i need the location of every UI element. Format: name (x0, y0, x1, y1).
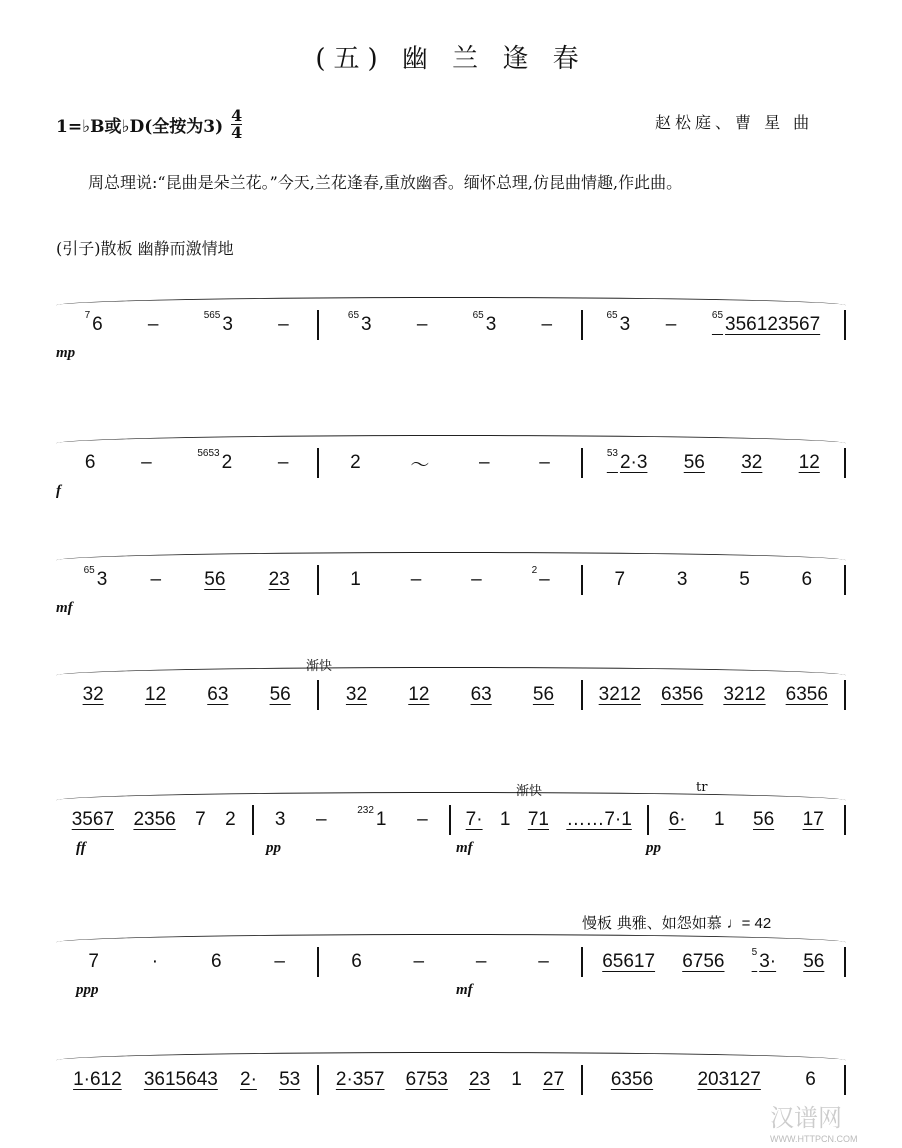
note: – (277, 452, 289, 473)
measure (649, 809, 845, 831)
note: 6753 (405, 1069, 448, 1090)
measure (583, 684, 844, 706)
note: $^5$ 3· (751, 947, 777, 972)
note: 32 (82, 684, 104, 705)
grace-note: 5653 (197, 448, 220, 459)
note: 2356 (133, 809, 176, 830)
grace-note: 65 (606, 310, 618, 321)
note: 27 (542, 1069, 565, 1090)
note: – (274, 951, 285, 972)
note: 65617 (602, 951, 656, 972)
score-row (56, 780, 846, 860)
note: 7 (88, 951, 99, 972)
measure (56, 1069, 317, 1091)
phrase-slur (56, 1052, 846, 1069)
measure (56, 565, 317, 591)
measure (56, 809, 252, 831)
note: 6 (210, 951, 222, 972)
note: 17 (802, 809, 824, 830)
note: 1 (511, 1069, 522, 1090)
note: 12 (408, 684, 430, 705)
score-row (56, 560, 846, 620)
note: 2 (225, 809, 236, 830)
dynamic-marking: ppp (76, 982, 99, 998)
grace-note: 65 (347, 310, 360, 321)
measure (583, 569, 844, 591)
measure (56, 310, 317, 336)
measure (583, 310, 844, 336)
note: · (151, 951, 159, 972)
note: 56 (269, 684, 291, 705)
grace-note: 5 (751, 947, 758, 958)
note: 6 (805, 1069, 816, 1090)
page-title: (五) 幽 兰 逢 春 (315, 44, 587, 74)
note: 1 (350, 569, 361, 590)
note: 3 (274, 809, 286, 830)
grace-note: 7 (84, 310, 91, 321)
watermark-logo: 汉谱网 (770, 1104, 842, 1132)
note: 3615643 (143, 1069, 218, 1090)
note: 3212 (723, 684, 766, 705)
note: $^{65}$ 3 (83, 565, 108, 590)
note: 23 (468, 1069, 491, 1090)
grace-note: 65 (711, 310, 724, 321)
phrase-slur (56, 792, 846, 809)
grace-note: 65 (472, 310, 484, 321)
note: 6 (801, 569, 813, 590)
metronome-mark: ♩= 42 (726, 915, 772, 932)
note: – (416, 314, 428, 335)
note: – (539, 452, 550, 473)
note: $^{65}$ 3 (347, 310, 372, 335)
time-signature (231, 108, 242, 141)
note: 6356 (610, 1069, 654, 1090)
note: – (475, 951, 487, 972)
note: 3 (676, 569, 688, 590)
grace-note: 65 (83, 565, 95, 576)
measure (319, 684, 580, 706)
note: 1·612 (73, 1069, 122, 1090)
note: ～ (410, 454, 430, 476)
bar-line (844, 448, 846, 478)
note: – (538, 951, 549, 972)
ts-top: 4 (231, 106, 243, 125)
note: 7· (465, 809, 483, 830)
note: – (413, 951, 425, 972)
note: $^7$ 6 (84, 310, 103, 335)
note: 53 (279, 1069, 301, 1090)
note: 203127 (697, 1069, 761, 1090)
note: 6 (351, 951, 362, 972)
dynamic-marking: pp (266, 840, 281, 856)
tempo-marking (582, 912, 771, 933)
grace-note: 232 (357, 805, 374, 816)
score-row (56, 942, 846, 1002)
note: – (479, 452, 490, 473)
note: – (316, 809, 327, 830)
phrase-slur (56, 435, 846, 452)
note: $^{565}$ 3 (203, 310, 233, 335)
score-row (56, 443, 846, 503)
note: 56 (803, 951, 825, 972)
expression-marking: 渐快 (306, 659, 333, 674)
dynamic-marking: mf (456, 982, 473, 998)
note: 56 (683, 452, 705, 473)
bar-line (844, 1065, 846, 1095)
note: – (665, 314, 677, 335)
note: 1 (499, 809, 511, 830)
note: $^{232}$ 1 (357, 805, 387, 830)
note: – (410, 569, 422, 590)
ts-bottom: 4 (231, 123, 243, 142)
note: – (141, 452, 152, 473)
dynamic-marking: mp (56, 345, 76, 361)
dynamic-marking: f (56, 483, 61, 499)
note: ……7·1 (566, 809, 632, 830)
key-text: 1=♭B或♭D(全按为3) (56, 117, 224, 137)
note: 63 (470, 684, 492, 705)
grace-note: 565 (203, 310, 221, 321)
note: – (278, 314, 289, 335)
measure (583, 1069, 844, 1091)
note: 6756 (682, 951, 725, 972)
note: 3567 (71, 809, 114, 830)
note: – (147, 314, 159, 335)
expression-marking: 渐快 (516, 784, 543, 799)
tempo-text: 慢板 典雅、如怨如慕 (582, 914, 722, 932)
note: 56 (753, 809, 775, 830)
note: 32 (741, 452, 763, 473)
note: 3212 (598, 684, 641, 705)
note: $^{65}$ 3 (606, 310, 631, 335)
note: 56 (204, 569, 226, 590)
phrase-slur (56, 934, 846, 951)
note: $^{5653}$ 2 (197, 448, 233, 473)
measure (56, 684, 317, 706)
measure (56, 448, 317, 474)
score-row (56, 305, 846, 365)
bar-line (844, 680, 846, 710)
measure (319, 951, 580, 973)
bar-line (844, 947, 846, 977)
dynamic-marking: pp (646, 840, 661, 856)
note: 6· (668, 809, 686, 830)
measure (583, 448, 844, 474)
note: 5 (739, 569, 750, 590)
note: 7 (195, 809, 206, 830)
note: 12 (144, 684, 167, 705)
measure (583, 947, 844, 973)
measure (451, 809, 647, 831)
note: 2 (350, 452, 361, 473)
note: 2· (240, 1069, 257, 1090)
note: 63 (207, 684, 229, 705)
note: – (417, 809, 428, 830)
note: 7 (614, 569, 626, 590)
note: 6356 (785, 684, 828, 705)
note: $^{53}$ 2·3 (606, 448, 648, 473)
note: $^2$ – (531, 565, 550, 590)
score-row (56, 659, 846, 735)
bar-line (844, 310, 846, 340)
expression-marking: tr (696, 780, 708, 795)
note: – (150, 569, 162, 590)
note: 56 (532, 684, 555, 705)
dynamic-marking: ff (76, 840, 86, 856)
measure (319, 565, 580, 591)
note: 71 (527, 809, 549, 830)
watermark-url: WWW.HTTPCN.COM (770, 1134, 858, 1144)
note: 32 (345, 684, 368, 705)
note: 6356 (661, 684, 704, 705)
note: $^{65}$ 356123567 (711, 310, 821, 335)
intro-text: 周总理说:“昆曲是朵兰花。”今天,兰花逢春,重放幽香。缅怀总理,仿昆曲情趣,作此曲。 (88, 173, 683, 192)
grace-note: 2 (531, 565, 538, 576)
bar-line (844, 805, 846, 835)
dynamic-marking: mf (456, 840, 473, 856)
note: 6 (84, 452, 96, 473)
measure (319, 310, 580, 336)
note: 12 (798, 452, 820, 473)
note: $^{65}$ 3 (472, 310, 497, 335)
measure (319, 1069, 580, 1091)
note: 1 (714, 809, 725, 830)
measure (319, 450, 580, 477)
note: 2·357 (335, 1069, 385, 1090)
phrase-slur (56, 552, 846, 569)
section-label: (引子)散板 幽静而激情地 (56, 239, 234, 258)
score-row (56, 1060, 846, 1120)
bar-line (844, 565, 846, 595)
dynamic-marking: mf (56, 600, 73, 616)
phrase-slur (56, 297, 846, 314)
note: – (471, 569, 482, 590)
grace-note: 53 (606, 448, 618, 459)
composer: 赵松庭、曹 星 曲 (655, 113, 814, 132)
note: 23 (268, 569, 290, 590)
key-signature (56, 108, 242, 141)
note: – (541, 314, 553, 335)
phrase-slur (56, 667, 846, 684)
measure (56, 951, 317, 973)
measure (254, 805, 450, 831)
